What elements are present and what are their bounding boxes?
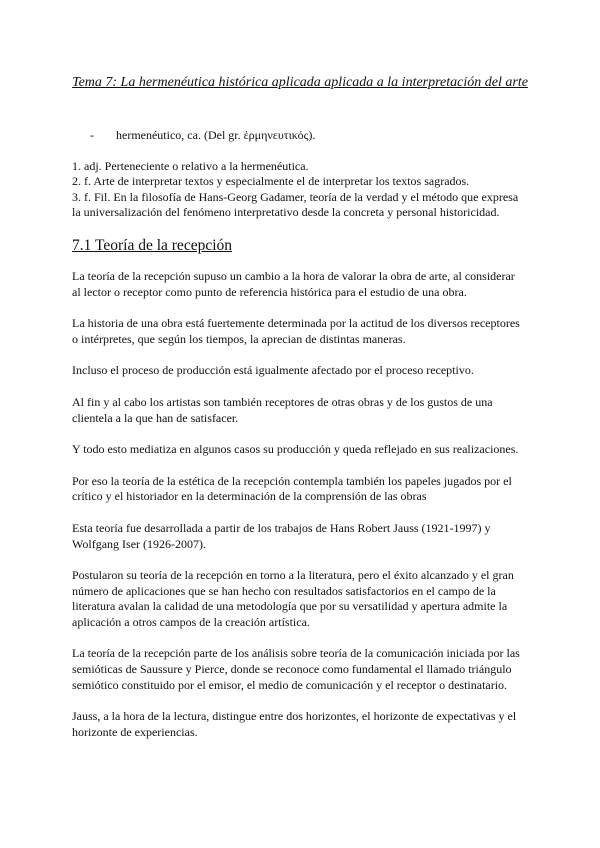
definition-2: 2. f. Arte de interpretar textos y especialmente el de interpretar los textos sagrados. xyxy=(72,174,470,189)
paragraph: La historia de una obra está fuertemente determinada por la actitud de los diversos receptores o intérpretes, que según los tiempos, la aprecian de distintas maneras. xyxy=(72,316,520,346)
paragraph: Incluso el proceso de producción está igualmente afectado por el proceso receptivo. xyxy=(72,363,474,378)
definition-1: 1. adj. Perteneciente o relativo a la hermenéutica. xyxy=(72,158,309,173)
paragraph: Y todo esto mediatiza en algunos casos su producción y queda reflejado en sus realizaciones. xyxy=(72,442,519,457)
paragraph: La teoría de la recepción supuso un cambio a la hora de valorar la obra de arte, al considerar al lector o receptor como punto de referencia histórica para el estudio de una obra. xyxy=(72,268,515,299)
paragraph: Por eso la teoría de la estética de la recepción contempla también los papeles jugados por el crítico y el historiador en la determinación de la comprensión de las obras xyxy=(72,473,512,504)
bullet-marker: - xyxy=(90,128,94,142)
paragraph: Postularon su teoría de la recepción en torno a la literatura, pero el éxito alcanzado y el gran número de aplicaciones que se han hecho con resultados satisfactorios en el campo de la literatura avalan la calidad de una metodología que por su versatilidad y apertura admite la aplicación a otros campos de la creación artística. xyxy=(72,568,514,629)
definitions-list xyxy=(72,159,526,221)
section-heading: 7.1 Teoría de la recepción xyxy=(72,236,233,254)
paragraph: Esta teoría fue desarrollada a partir de los trabajos de Hans Robert Jauss (1921-1997) y Wolfgang Iser (1926-2007). xyxy=(72,520,491,551)
bullet-item xyxy=(90,128,526,144)
bullet-text: hermenéutico, ca. (Del gr. ἑρμηνευτικός). xyxy=(116,128,316,142)
document-title: Tema 7: La hermenéutica histórica aplicada aplicada a la interpretación del arte xyxy=(72,75,528,90)
paragraph: Al fin y al cabo los artistas son también receptores de otras obras y de los gustos de una clientela a la que han de satisfacer. xyxy=(72,394,493,425)
definition-3: 3. f. Fil. En la filosofía de Hans-Georg Gadamer, teoría de la verdad y el método que expresa la universalización del fenómeno interpretativo desde la concreta y personal historicidad. xyxy=(72,189,519,220)
paragraph: Jauss, a la hora de la lectura, distingue entre dos horizontes, el horizonte de expectativas y el horizonte de experiencias. xyxy=(72,709,517,739)
document-body xyxy=(72,128,526,756)
paragraph: La teoría de la recepción parte de los análisis sobre teoría de la comunicación iniciada por las semióticas de Saussure y Pierce, donde se reconoce como fundamental el llamado triángulo semiótico constituido por el emisor, el medio de comunicación y el receptor o destinatario. xyxy=(72,646,520,692)
